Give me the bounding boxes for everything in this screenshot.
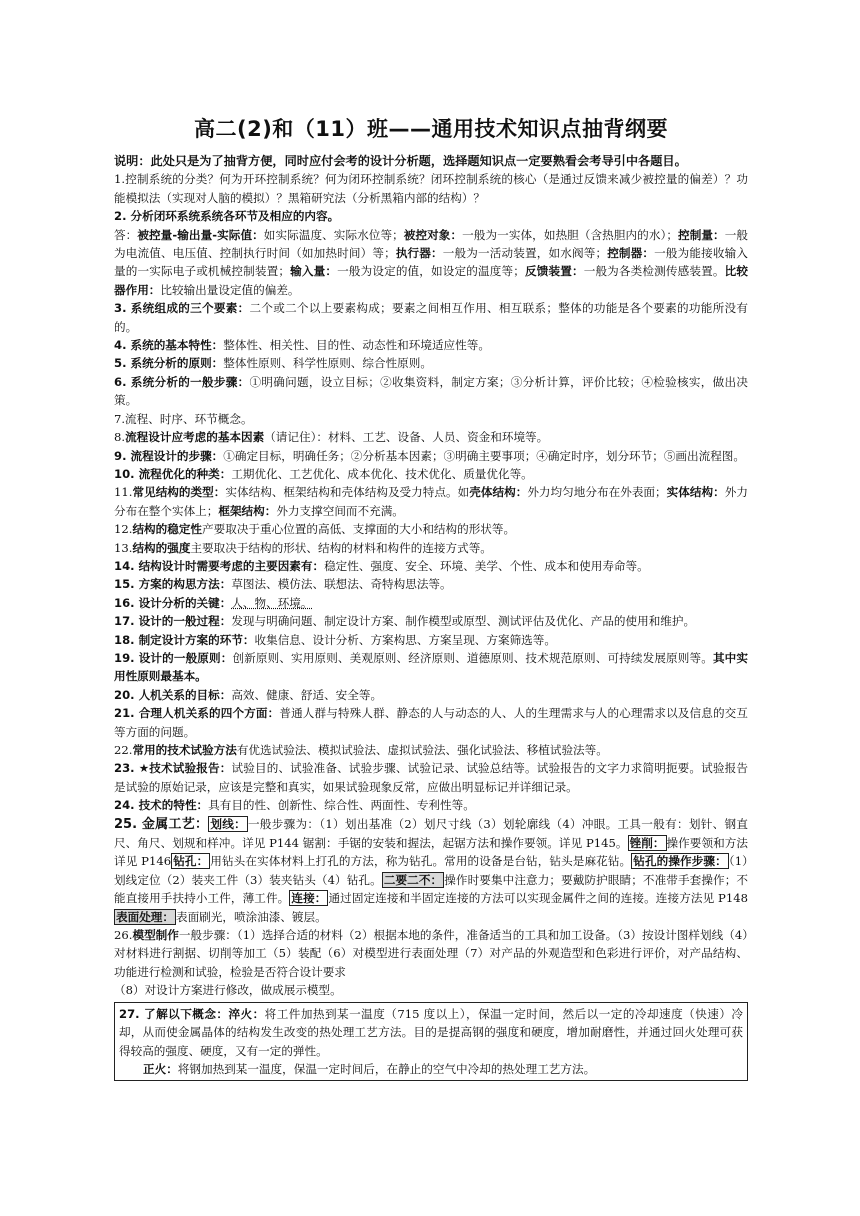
kw-normalize: 正火： bbox=[143, 1061, 178, 1076]
item-8 bbox=[114, 428, 748, 446]
item-2-heading bbox=[114, 207, 748, 225]
item-23-text: 试验目的、试验准备、试验步骤、试验记录、试验总结等。试验报告的文字力求简明扼要。试验报告是试验的原始记录，应该是完整和真实，如果试验现象反常，应做出明显标记并详细记录。 bbox=[114, 761, 748, 794]
txt-input: 一般为设定的值，如设定的温度等； bbox=[337, 264, 525, 279]
item-14 bbox=[114, 557, 748, 575]
item-4-key: 4. 系统的基本特性： bbox=[114, 338, 224, 353]
label-drill-steps: 钻孔的操作步骤： bbox=[633, 854, 727, 869]
kw-output: 被控量-输出量-实际值： bbox=[137, 227, 264, 242]
kw-comparator: 比较器作用： bbox=[114, 264, 748, 297]
kw-actuator: 执行器： bbox=[395, 246, 443, 261]
item-26-num: 26. bbox=[114, 928, 133, 943]
label-surface: 表面处理： bbox=[116, 909, 174, 924]
item-15-text: 草图法、模仿法、联想法、奇特构思法等。 bbox=[231, 577, 452, 592]
item-3-text: 二个或二个以上要素构成；要素之间相互作用、相互联系；整体的功能是各个要素的功能所没有的。 bbox=[114, 301, 748, 334]
item-22 bbox=[114, 741, 748, 759]
item-11 bbox=[114, 483, 748, 520]
item-13-num: 13. bbox=[114, 540, 133, 555]
item-11-text: 实体结构、框架结构和壳体结构及受力特点。如 bbox=[225, 485, 470, 500]
item-4 bbox=[114, 336, 748, 354]
item-12 bbox=[114, 520, 748, 538]
kw-shell: 壳体结构： bbox=[469, 485, 528, 500]
txt-feedback: 一般为各类检测传感装置。 bbox=[583, 264, 725, 279]
label-filing: 锉削： bbox=[629, 836, 665, 851]
item-19-key: 19. 设计的一般原则： bbox=[114, 650, 233, 665]
item-27-normalize bbox=[119, 1060, 743, 1078]
item-21-key: 21. 合理人机关系的四个方面： bbox=[114, 706, 280, 721]
item-14-text: 稳定性、强度、安全、环境、美学、个性、成本和使用寿命等。 bbox=[324, 558, 649, 573]
txt-drill-steps: （1）划线定位（2）装夹工件（3）装夹钻头（4）钻孔。 bbox=[114, 854, 748, 887]
txt-two-do-two-dont: 操作时要集中注意力；要戴防护眼睛；不准带手套操作；不能直接用手扶持小工件，薄工件。 bbox=[114, 872, 748, 906]
item-15-key: 15. 方案的构思方法： bbox=[114, 577, 232, 592]
item-18 bbox=[114, 631, 748, 649]
item-18-key: 18. 制定设计方案的环节： bbox=[114, 632, 255, 647]
item-1: 1.控制系统的分类？何为开环控制系统？何为闭环控制系统？闭环控制系统的核心（是通过反馈来减少被控量的偏差）？功能模拟法（实现对人脑的模拟）？黑箱研究法（分析黑箱内部的结构）？ bbox=[114, 172, 748, 205]
txt-shell: 外力均匀地分布在外表面； bbox=[527, 485, 667, 500]
label-scribing: 划线： bbox=[210, 816, 246, 831]
item-12-text: 产要取决于重心位置的高低、支撑面的大小和结构的形状等。 bbox=[202, 522, 516, 537]
item-27 bbox=[119, 1005, 743, 1060]
item-24-key: 24. 技术的特性： bbox=[114, 798, 209, 813]
item-5-text: 整体性原则、科学性原则、综合性原则。 bbox=[223, 356, 432, 371]
item-8-num: 8. bbox=[114, 430, 126, 445]
item-8-key: 流程设计应考虑的基本因素 bbox=[125, 430, 265, 445]
item-13-key: 结构的强度 bbox=[132, 540, 191, 555]
concept-box bbox=[114, 1002, 748, 1082]
txt-scribing: 一般步骤为：（1）划出基准（2）划尺寸线（3）划轮廓线（4）冲眼。工具一般有：划针、钢直尺、角尺、划规和样冲。详见 P144 锯割：手锯的安装和握法，起锯方法和操作要领。详见 P145。 bbox=[114, 816, 748, 851]
txt-normalize: 将钢加热到某一温度，保温一定时间后，在静止的空气中冷却的热处理工艺方法。 bbox=[177, 1061, 596, 1076]
kw-feedback: 反馈装置： bbox=[524, 264, 584, 279]
item-21-text: 普通人群与特殊人群、静态的人与动态的人、人的生理需求与人的心理需求以及信息的交互等方面的问题。 bbox=[114, 706, 748, 739]
item-24 bbox=[114, 796, 748, 814]
label-drilling: 钻孔： bbox=[173, 854, 209, 869]
kw-frame: 框架结构： bbox=[218, 503, 277, 518]
item-26-last: （8）对设计方案进行修改，做成展示模型。 bbox=[114, 983, 342, 998]
txt-solid: 外力分布在整个实体上； bbox=[114, 485, 748, 518]
txt-filing: 操作要领和方法详见 P146 bbox=[114, 836, 748, 869]
item-2-body bbox=[114, 226, 748, 300]
kw-input: 输入量： bbox=[289, 264, 338, 279]
item-17 bbox=[114, 612, 748, 630]
item-24-text: 具有目的性、创新性、综合性、两面性、专利性等。 bbox=[208, 798, 475, 813]
txt-control: 一般为电流值、电压值、控制执行时间（如加热时间）等； bbox=[114, 227, 748, 261]
txt-quench: 将工件加热到某一温度（715 度以上），保温一定时间，然后以一定的冷却速度（快速）冷却，从而使金属晶体的结构发生改变的热处理工艺方法。目的是提高钢的强度和硬度，增加耐磨性，并通过回火处理可获得较高的强度、硬度，又有一定的弹性。 bbox=[119, 1006, 743, 1058]
item-19-emphasis: 其中实用性原则最基本。 bbox=[114, 650, 748, 684]
item-11-key: 常见结构的类型： bbox=[132, 485, 226, 500]
item-23 bbox=[114, 759, 748, 796]
page-title: 高二(2)和（11）班——通用技术知识点抽背纲要 bbox=[193, 117, 669, 141]
item-23-key: 23. ★技术试验报告： bbox=[114, 761, 232, 776]
item-26-text: 一般步骤：（1）选择合适的材料（2）根据本地的条件，准备适当的工具和加工设备。（3）按设计图样划线（4）对材料进行割据、切削等加工（5）装配（6）对模型进行表面处理（7）对产品的外观造型和色彩进行评价，对产品结构、功能进行检测和试验，检验是否符合设计要求 bbox=[114, 928, 748, 979]
note: 说明：此处只是为了抽背方便，同时应付会考的设计分析题，选择题知识点一定要熟看会考导引中各题目。 bbox=[114, 154, 687, 168]
item-10-key: 10. 流程优化的种类： bbox=[114, 466, 232, 481]
item-19 bbox=[114, 649, 748, 686]
item-25 bbox=[114, 815, 748, 926]
label-joining: 连接： bbox=[291, 891, 327, 906]
item-26-key: 模型制作 bbox=[132, 928, 179, 943]
item-15 bbox=[114, 575, 748, 593]
item-17-text: 发现与明确问题、制定设计方案、制作模型或原型、测试评估及优化、产品的使用和维护。 bbox=[231, 614, 696, 629]
kw-control: 控制量： bbox=[677, 227, 725, 242]
item-12-key: 结构的稳定性 bbox=[132, 522, 203, 537]
item-16-text: 人、物、环境。 bbox=[231, 595, 313, 610]
kw-solid: 实体结构： bbox=[666, 485, 725, 500]
item-13 bbox=[114, 539, 748, 557]
txt-output: 如实际温度、实际水位等； bbox=[263, 227, 404, 242]
item-5 bbox=[114, 354, 748, 372]
item-19-text: 创新原则、实用原则、美观原则、经济原则、道德原则、技术规范原则、可持续发展原则等。 bbox=[232, 650, 713, 665]
label-two-do-two-dont: 二要二不： bbox=[383, 872, 443, 887]
txt-actuator: 一般为一活动装置，如水阀等； bbox=[442, 246, 608, 261]
item-6 bbox=[114, 373, 748, 410]
txt-comparator: 比较输出量设定值的偏差。 bbox=[160, 282, 300, 297]
item-25-key: 25. 金属工艺： bbox=[114, 816, 209, 832]
txt-drilling: 用钻头在实体材料上打孔的方法，称为钻孔。常用的设备是台钻，钻头是麻花钻。 bbox=[210, 854, 632, 869]
item-6-key: 6. 系统分析的一般步骤： bbox=[114, 374, 250, 389]
item-22-num: 22. bbox=[114, 743, 133, 757]
item-7: 7.流程、时序、环节概念。 bbox=[114, 411, 253, 426]
item-3 bbox=[114, 299, 748, 336]
item-3-key: 3. 系统组成的三个要素： bbox=[114, 301, 250, 316]
item-5-key: 5. 系统分析的原则： bbox=[114, 356, 224, 371]
item-11-num: 11. bbox=[114, 485, 133, 500]
txt-frame: 外力支撑空间而不充满。 bbox=[276, 503, 404, 518]
kw-controller: 控制器： bbox=[607, 246, 655, 261]
item-22-key: 常用的技术试验方法 bbox=[132, 743, 237, 757]
item-20 bbox=[114, 686, 748, 704]
item-8-text: （请记住）：材料、工艺、设备、人员、资金和环境等。 bbox=[264, 430, 549, 445]
txt-joining: 通过固定连接和半固定连接的方法可以实现金属件之间的连接。连接方法见 P148 bbox=[328, 891, 748, 906]
item-9-text: ①确定目标，明确任务；②分析基本因素；③明确主要事项；④确定时序，划分环节；⑤画出流程图。 bbox=[223, 448, 745, 463]
item-17-key: 17. 设计的一般过程： bbox=[114, 614, 232, 629]
item-18-text: 收集信息、设计分析、方案构思、方案呈现、方案筛选等。 bbox=[254, 632, 556, 647]
item-10 bbox=[114, 465, 748, 483]
item-14-key: 14. 结构设计时需要考虑的主要因素有： bbox=[114, 558, 325, 573]
answer-prefix: 答： bbox=[114, 227, 138, 242]
item-26 bbox=[114, 926, 748, 981]
item-16-key: 16. 设计分析的关键： bbox=[114, 595, 232, 610]
kw-object: 被控对象： bbox=[403, 227, 463, 242]
item-9 bbox=[114, 447, 748, 465]
item-13-text: 主要取决于结构的形状、结构的材料和构件的连接方式等。 bbox=[190, 540, 492, 555]
txt-controller: 一般为能接收输入量的一实际电子或机械控制装置； bbox=[114, 246, 748, 279]
txt-surface: 表面刷光，喷涂油漆、镀层。 bbox=[175, 909, 327, 924]
item-2-title: 2. 分析闭环系统系统各环节及相应的内容。 bbox=[114, 209, 340, 224]
kw-quench: 淬火： bbox=[228, 1006, 265, 1021]
item-22-text: 有优选试验法、模拟试验法、虚拟试验法、强化试验法、移植试验法等。 bbox=[236, 743, 608, 757]
item-4-text: 整体性、相关性、目的性、动态性和环境适应性等。 bbox=[223, 338, 490, 353]
document-page bbox=[114, 104, 748, 1081]
item-16 bbox=[114, 594, 748, 612]
item-12-num: 12. bbox=[114, 522, 133, 537]
item-9-key: 9. 流程设计的步骤： bbox=[114, 448, 224, 463]
item-27-key: 27. 了解以下概念： bbox=[119, 1006, 229, 1021]
item-10-text: 工期优化、工艺优化、成本优化、技术优化、质量优化等。 bbox=[231, 466, 533, 481]
item-21 bbox=[114, 704, 748, 741]
item-20-key: 20. 人机关系的目标： bbox=[114, 687, 232, 702]
item-20-text: 高效、健康、舒适、安全等。 bbox=[231, 687, 383, 702]
txt-object: 一般为一实体，如热胆（含热胆内的水）； bbox=[462, 227, 678, 242]
item-6-text: ①明确问题，设立目标；②收集资料，制定方案；③分析计算，评价比较；④检验核实，做出决策。 bbox=[114, 374, 748, 408]
